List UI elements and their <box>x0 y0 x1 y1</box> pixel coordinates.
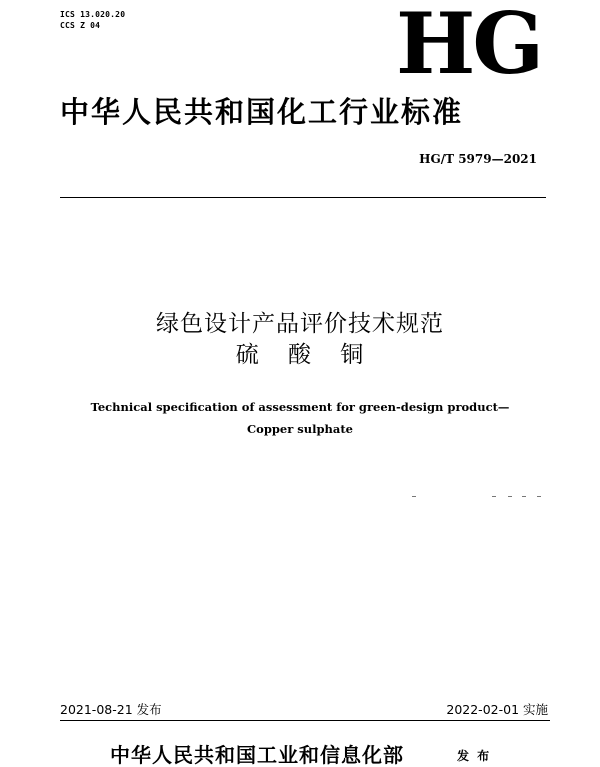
standard-number: HG/T 5979—2021 <box>419 152 537 166</box>
document-title-en-line1: Technical specification of assessment for green-design product— <box>90 400 510 414</box>
issue-date: 2021-08-21 发布 <box>60 702 162 717</box>
document-title-cn-line2: 硫 酸 铜 <box>235 342 365 368</box>
scan-marks <box>412 496 542 500</box>
scan-mark <box>412 496 416 497</box>
scan-mark <box>522 496 526 497</box>
ics-code: ICS 13.020.20 <box>60 10 126 19</box>
bottom-divider <box>60 720 550 721</box>
issuing-action: 发 布 <box>457 749 492 763</box>
scan-mark <box>492 496 496 497</box>
classification-codes <box>60 9 125 31</box>
hg-logo: HG <box>396 0 542 93</box>
top-divider <box>60 197 546 198</box>
implementation-date: 2022-02-01 实施 <box>446 702 548 717</box>
issuing-authority: 中华人民共和国工业和信息化部 <box>110 743 404 767</box>
document-title-en-line2: Copper sulphate <box>247 422 353 436</box>
scan-mark <box>508 496 512 497</box>
standard-category-title: 中华人民共和国化工行业标准 <box>60 95 464 129</box>
document-title-cn-line1: 绿色设计产品评价技术规范 <box>156 311 444 337</box>
ccs-code: CCS Z 04 <box>60 21 101 30</box>
scan-mark <box>537 496 541 497</box>
